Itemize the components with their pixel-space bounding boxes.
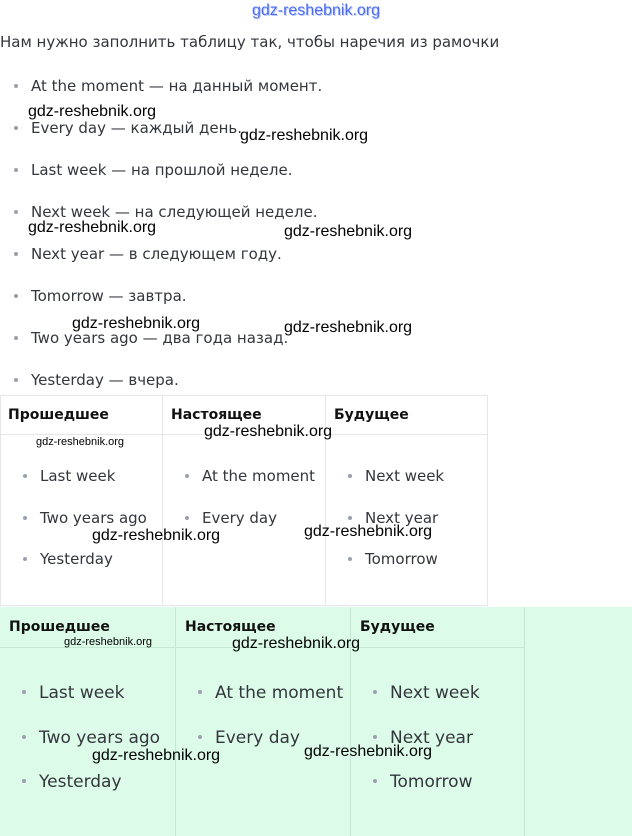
watermark: gdz-reshebnik.org — [36, 436, 125, 448]
watermark: gdz-reshebnik.org — [304, 743, 433, 760]
cell-item: Next week — [348, 467, 444, 485]
list-item: Every day — каждый день. — [14, 119, 242, 137]
bullet-icon — [14, 168, 18, 172]
bullet-icon — [23, 557, 27, 561]
list-item: Two years ago — два года назад. — [14, 329, 288, 347]
bullet-icon — [348, 516, 352, 520]
cell-item: Next week — [373, 683, 480, 703]
cell-item: Tomorrow — [373, 772, 472, 792]
list-item: Next week — на следующей неделе. — [14, 203, 317, 221]
bullet-icon — [14, 336, 18, 340]
bullet-icon — [198, 690, 202, 694]
bullet-icon — [348, 474, 352, 478]
bullet-icon — [373, 735, 377, 739]
bullet-icon — [185, 474, 189, 478]
bullet-icon — [22, 690, 26, 694]
watermark: gdz-reshebnik.org — [284, 223, 413, 240]
cell-item: Next year — [348, 509, 438, 527]
watermark: gdz-reshebnik.org — [72, 315, 201, 332]
bullet-icon — [348, 557, 352, 561]
cell-item: Two years ago — [23, 509, 147, 527]
column-header: Будущее — [326, 396, 487, 435]
bullet-icon — [185, 516, 189, 520]
bullet-icon — [14, 294, 18, 298]
cell-item: Last week — [23, 467, 115, 485]
cell-item: Two years ago — [22, 728, 160, 748]
cell-item: At the moment — [198, 683, 343, 703]
list-item: Next year — в следующем году. — [14, 245, 282, 263]
bullet-icon — [373, 779, 377, 783]
bullet-icon — [23, 516, 27, 520]
bullet-icon — [23, 474, 27, 478]
bullet-icon — [373, 690, 377, 694]
cell-item: Yesterday — [23, 550, 113, 568]
list-item: Yesterday — вчера. — [14, 371, 179, 389]
watermark: gdz-reshebnik.org — [232, 635, 361, 652]
watermark: gdz-reshebnik.org — [92, 747, 221, 764]
cell-item: Last week — [22, 683, 124, 703]
watermark: gdz-reshebnik.org — [240, 127, 369, 144]
column-header: Будущее — [351, 607, 524, 648]
watermark: gdz-reshebnik.org — [64, 636, 153, 648]
bullet-icon — [14, 84, 18, 88]
watermark: gdz-reshebnik.org — [28, 219, 157, 236]
bullet-icon — [22, 779, 26, 783]
column-header: Прошедшее — [0, 607, 175, 648]
bullet-icon — [14, 378, 18, 382]
cell-item: Every day — [185, 509, 277, 527]
cell-item: Yesterday — [22, 772, 122, 792]
list-item: At the moment — на данный момент. — [14, 77, 322, 95]
watermark: gdz-reshebnik.org — [92, 527, 221, 544]
watermark: gdz-reshebnik.org — [304, 523, 433, 540]
column-header: Прошедшее — [1, 396, 162, 435]
column-header: Настоящее — [163, 396, 325, 435]
watermark: gdz-reshebnik.org — [284, 319, 413, 336]
cell-item: At the moment — [185, 467, 315, 485]
column-future — [325, 395, 488, 606]
list-item: Last week — на прошлой неделе. — [14, 161, 292, 179]
bullet-icon — [22, 735, 26, 739]
cell-item: Every day — [198, 728, 300, 748]
watermark: gdz-reshebnik.org — [28, 103, 157, 120]
cell-item: Tomorrow — [348, 550, 438, 568]
bullet-icon — [14, 126, 18, 130]
watermark: gdz-reshebnik.org — [204, 423, 333, 440]
intro-text: Нам нужно заполнить таблицу так, чтобы наречия из рамочки — [0, 33, 500, 51]
bullet-icon — [14, 252, 18, 256]
column-past — [0, 395, 163, 606]
bullet-icon — [198, 735, 202, 739]
column-header: Настоящее — [176, 607, 350, 648]
list-item: Tomorrow — завтра. — [14, 287, 187, 305]
cell-item: Next year — [373, 728, 473, 748]
site-watermark-top: gdz-reshebnik.org — [251, 2, 381, 19]
bullet-icon — [14, 210, 18, 214]
column-future — [351, 607, 525, 836]
